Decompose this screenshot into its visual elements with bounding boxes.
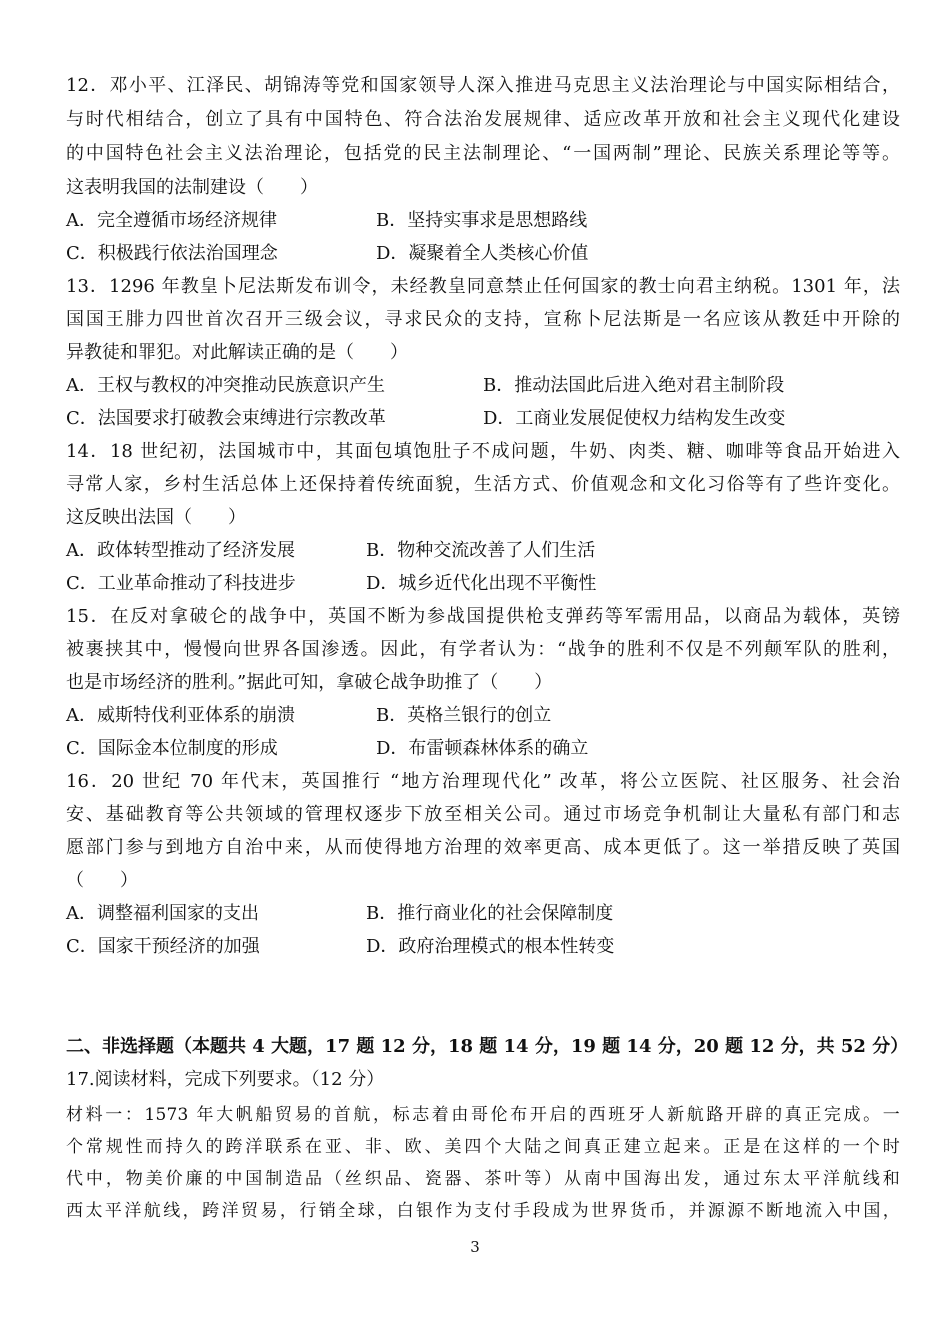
question-15-stem-line: 15．在反对拿破仑的战争中，英国不断为参战国提供枪支弹药等军需用品，以商品为载体，英镑 — [66, 606, 900, 627]
question-16-option-a: A．调整福利国家的支出 — [66, 903, 259, 924]
question-12-option-b: B．坚持实事求是思想路线 — [376, 210, 588, 231]
question-16-stem-line: （ ） — [66, 870, 138, 891]
question-15-stem-line: 也是市场经济的胜利。”据此可知，拿破仑战争助推了（ ） — [66, 672, 553, 693]
question-16-stem-line: 安、基础教育等公共领域的管理权逐步下放至相关公司。通过市场竞争机制让大量私有部门和志 — [66, 804, 900, 825]
question-14-option-b: B．物种交流改善了人们生活 — [366, 540, 596, 561]
material-line: 材料一：1573 年大帆船贸易的首航，标志着由哥伦布开启的西班牙人新航路开辟的真正完成。一 — [66, 1105, 900, 1125]
question-14-stem-line: 这反映出法国（ ） — [66, 507, 246, 528]
question-14-option-d: D．城乡近代化出现不平衡性 — [366, 573, 597, 594]
question-16-option-b: B．推行商业化的社会保障制度 — [366, 903, 614, 924]
question-14-option-c: C．工业革命推动了科技进步 — [66, 573, 296, 594]
question-12-stem-line: 的中国特色社会主义法治理论，包括党的民主法制理论、“一国两制”理论、民族关系理论等等。 — [66, 143, 900, 164]
question-15-option-a: A．威斯特伐利亚体系的崩溃 — [66, 705, 295, 726]
question-16-option-d: D．政府治理模式的根本性转变 — [366, 936, 615, 957]
question-13-stem-line: 13．1296 年教皇卜尼法斯发布训令，未经教皇同意禁止任何国家的教士向君主纳税。1301 年，法 — [66, 276, 900, 297]
question-13-stem-line: 国国王腓力四世首次召开三级会议，寻求民众的支持，宣称卜尼法斯是一名应该从教廷中开除的 — [66, 309, 900, 330]
material-line: 西太平洋航线，跨洋贸易，行销全球，白银作为支付手段成为世界货币，并源源不断地流入中国， — [66, 1201, 900, 1221]
question-14-option-a: A．政体转型推动了经济发展 — [66, 540, 295, 561]
question-12-option-a: A．完全遵循市场经济规律 — [66, 210, 277, 231]
question-16-stem-line: 愿部门参与到地方自治中来，从而使得地方治理的效率更高、成本更低了。这一举措反映了英国 — [66, 837, 900, 858]
question-16-option-c: C．国家干预经济的加强 — [66, 936, 260, 957]
question-13-option-d: D．工商业发展促使权力结构发生改变 — [483, 408, 786, 429]
question-13-option-c: C．法国要求打破教会束缚进行宗教改革 — [66, 408, 386, 429]
question-13-option-b: B．推动法国此后进入绝对君主制阶段 — [483, 375, 785, 396]
question-12-stem-line: 与时代相结合，创立了具有中国特色、符合法治发展规律、适应改革开放和社会主义现代化建设 — [66, 109, 900, 130]
question-12-option-c: C．积极践行依法治国理念 — [66, 243, 278, 264]
question-13-stem-line: 异教徒和罪犯。对此解读正确的是（ ） — [66, 342, 408, 363]
question-14-stem-line: 寻常人家，乡村生活总体上还保持着传统面貌，生活方式、价值观念和文化习俗等有了些许变化。 — [66, 474, 900, 495]
question-13-option-a: A．王权与教权的冲突推动民族意识产生 — [66, 375, 385, 396]
question-15-option-b: B．英格兰银行的创立 — [376, 705, 552, 726]
question-12-stem-line: 12．邓小平、江泽民、胡锦涛等党和国家领导人深入推进马克思主义法治理论与中国实际相结合， — [66, 75, 900, 96]
material-line: 代中，物美价廉的中国制造品（丝织品、瓷器、茶叶等）从南中国海出发，通过东太平洋航线和 — [66, 1169, 900, 1189]
material-line: 个常规性而持久的跨洋联系在亚、非、欧、美四个大陆之间真正建立起来。正是在这样的一个时 — [66, 1137, 900, 1157]
question-15-stem-line: 被裹挟其中，慢慢向世界各国渗透。因此，有学者认为：“战争的胜利不仅是不列颠军队的胜利， — [66, 639, 900, 660]
question-14-stem-line: 14．18 世纪初，法国城市中，其面包填饱肚子不成问题，牛奶、肉类、糖、咖啡等食品开始进入 — [66, 441, 900, 462]
question-12-stem-line: 这表明我国的法制建设（ ） — [66, 177, 318, 198]
question-16-stem-line: 16．20 世纪 70 年代末，英国推行 “地方治理现代化” 改革，将公立医院、社区服务、社会治 — [66, 771, 900, 792]
question-15-option-d: D．布雷顿森林体系的确立 — [376, 738, 589, 759]
page-number: 3 — [470, 1238, 480, 1256]
question-15-option-c: C．国际金本位制度的形成 — [66, 738, 278, 759]
section-title: 二、非选择题（本题共 4 大题，17 题 12 分，18 题 14 分，19 题 14 分，20 题 12 分，共 52 分） — [66, 1036, 909, 1057]
question-17-intro: 17.阅读材料，完成下列要求。（12 分） — [66, 1069, 385, 1090]
question-12-option-d: D．凝聚着全人类核心价值 — [376, 243, 589, 264]
